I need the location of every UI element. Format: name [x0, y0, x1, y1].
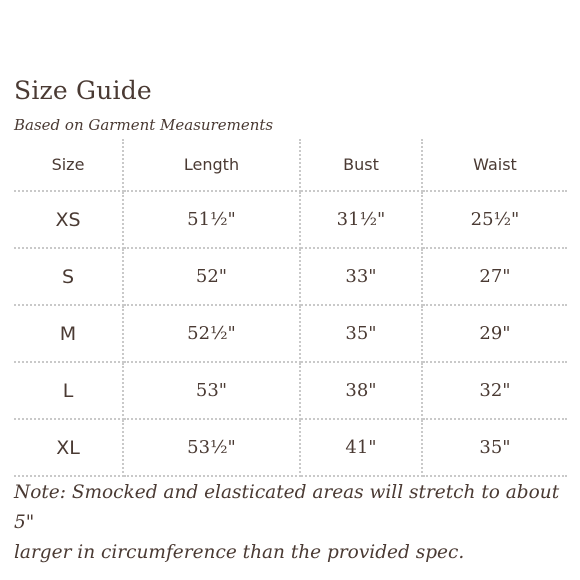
length-cell: 51½"	[123, 191, 300, 248]
bust-cell: 41"	[300, 419, 422, 476]
length-cell: 52"	[123, 248, 300, 305]
size-cell: XS	[14, 191, 123, 248]
stretch-note-line-1: Note: Smocked and elasticated areas will stretch to about 5"	[14, 482, 560, 533]
page-subtitle: Based on Garment Measurements	[14, 116, 274, 134]
column-header-length: Length	[123, 139, 300, 191]
table-header-row	[14, 139, 567, 191]
waist-cell: 32"	[422, 362, 567, 419]
column-header-bust: Bust	[300, 139, 422, 191]
bust-cell: 33"	[300, 248, 422, 305]
size-cell: M	[14, 305, 123, 362]
table-row	[14, 248, 567, 305]
table-row	[14, 362, 567, 419]
bust-cell: 38"	[300, 362, 422, 419]
waist-cell: 29"	[422, 305, 567, 362]
page-title: Size Guide	[14, 76, 152, 105]
column-header-waist: Waist	[422, 139, 567, 191]
table-row	[14, 305, 567, 362]
stretch-note	[14, 478, 574, 568]
size-cell: S	[14, 248, 123, 305]
bust-cell: 35"	[300, 305, 422, 362]
size-cell: XL	[14, 419, 123, 476]
bust-cell: 31½"	[300, 191, 422, 248]
table-row	[14, 191, 567, 248]
length-cell: 53"	[123, 362, 300, 419]
size-guide-table	[14, 139, 567, 477]
length-cell: 53½"	[123, 419, 300, 476]
stretch-note-line-2: larger in circumference than the provided spec.	[14, 542, 465, 563]
waist-cell: 35"	[422, 419, 567, 476]
column-header-size: Size	[14, 139, 123, 191]
waist-cell: 25½"	[422, 191, 567, 248]
size-cell: L	[14, 362, 123, 419]
waist-cell: 27"	[422, 248, 567, 305]
length-cell: 52½"	[123, 305, 300, 362]
table-row	[14, 419, 567, 476]
